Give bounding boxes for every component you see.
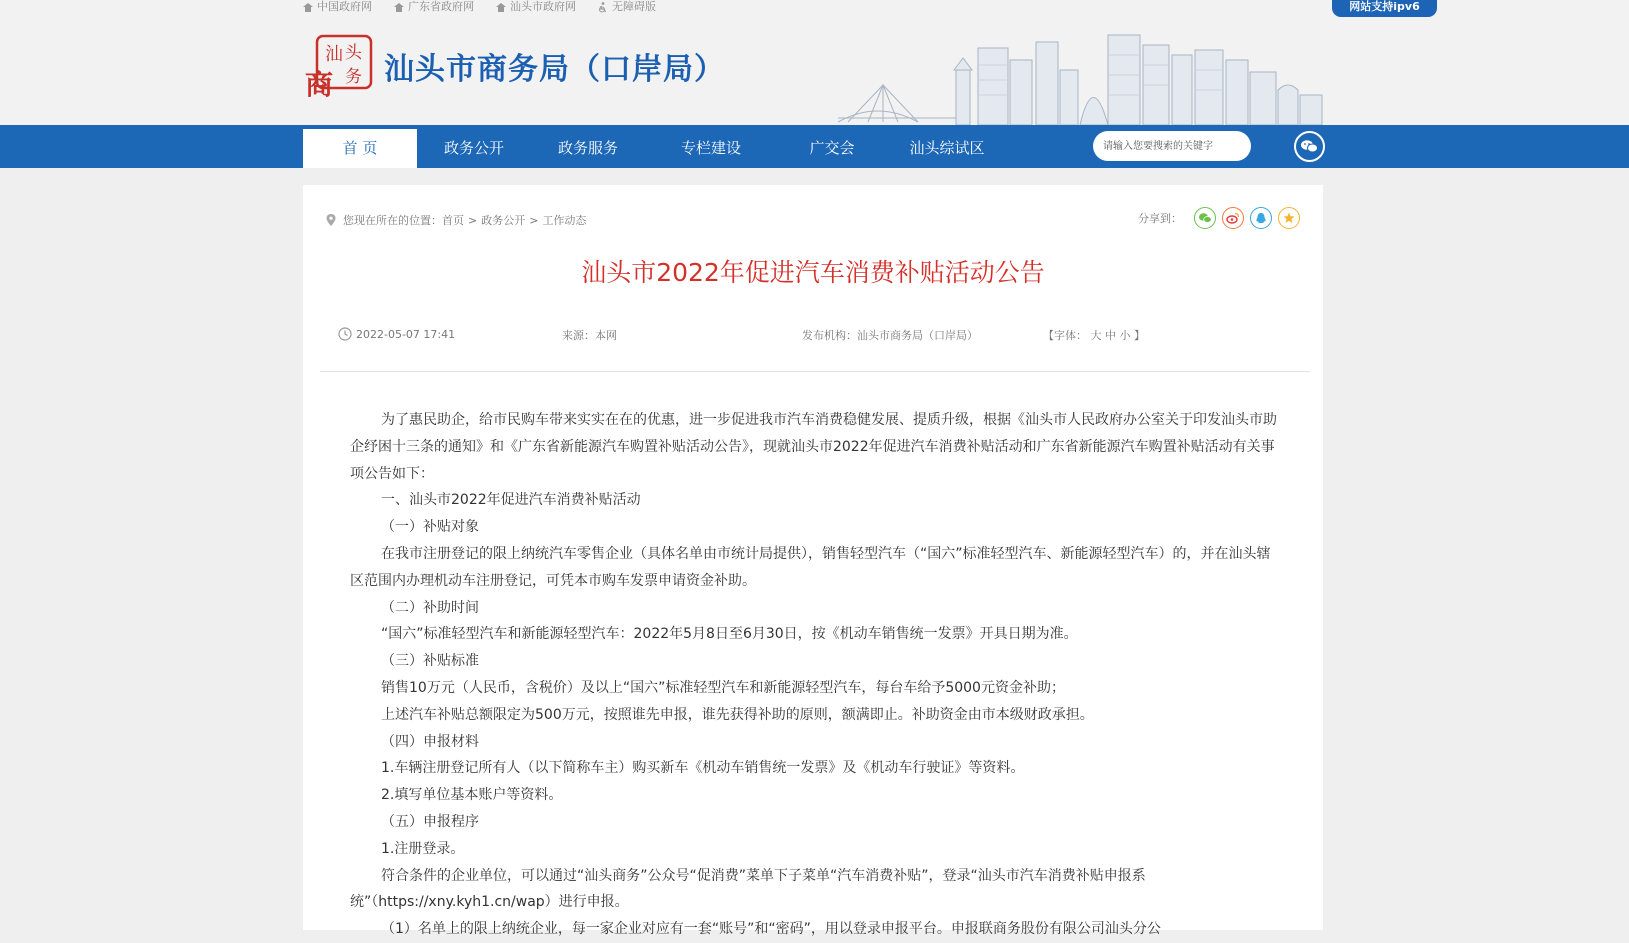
home-icon	[496, 3, 506, 12]
article-source: 来源：本网	[562, 329, 617, 342]
svg-text:头: 头	[345, 43, 362, 63]
paragraph: （五）申报程序	[381, 813, 479, 830]
article-panel	[303, 185, 1323, 938]
ipv6-badge[interactable]: 网站支持ipv6	[1332, 0, 1437, 17]
article-publisher: 发布机构：汕头市商务局（口岸局）	[802, 329, 978, 342]
paragraph: 1.车辆注册登记所有人（以下简称车主）购买新车《机动车销售统一发票》及《机动车行驶证》等资料。	[381, 760, 1025, 777]
top-link-st[interactable]: 汕头市政府网	[496, 0, 576, 14]
paragraph: 在我市注册登记的限上纳统汽车零售企业（具体名单由市统计局提供），销售轻型汽车（“国六”标准轻型汽车、新能源轻型汽车）的，并在汕头辖区范围内办理机动车注册登记，可凭本市购车发票申请资金补助。	[350, 545, 1271, 589]
search-icon[interactable]	[1250, 134, 1276, 160]
share-bar	[1138, 207, 1300, 229]
svg-text:汕: 汕	[325, 44, 343, 65]
paragraph: （1）名单上的限上纳统企业，每一家企业对应有一套“账号”和“密码”，用以登录申报平台。申报联商务股份有限公司汕头分公	[381, 921, 1161, 938]
paragraph: （二）补助时间	[381, 599, 479, 616]
paragraph: （一）补贴对象	[381, 519, 479, 536]
font-size-control[interactable]: 【字体： 大 中 小 】	[1043, 329, 1145, 342]
share-qq-icon[interactable]	[1250, 207, 1272, 229]
breadcrumb-work-news[interactable]: 工作动态	[542, 214, 587, 227]
nav-columns[interactable]: 专栏建设	[680, 139, 741, 157]
home-icon	[394, 3, 404, 12]
share-wechat-icon[interactable]	[1194, 207, 1216, 229]
breadcrumb-separator: >	[468, 213, 478, 227]
paragraph: “国六”标准轻型汽车和新能源轻型汽车：2022年5月8日至6月30日，按《机动车销售统一发票》开具日期为准。	[381, 626, 1078, 643]
paragraph: 符合条件的企业单位，可以通过“汕头商务”公众号“促消费”菜单下子菜单“汽车消费补贴”，登录“汕头市汽车消费补贴申报系统”（https://xny.kyh1.cn/wap）进行申报。	[350, 867, 1146, 911]
paragraph: 1.注册登录。	[381, 840, 465, 857]
breadcrumb-prefix: 您现在所在的位置：	[343, 214, 442, 227]
top-link-gov[interactable]: 中国政府网	[303, 0, 372, 14]
paragraph: 2.填写单位基本账户等资料。	[381, 787, 563, 804]
paragraph: 销售10万元（人民币，含税价）及以上“国六”标准轻型汽车和新能源轻型汽车，每台车给予5000元资金补助；	[381, 679, 1065, 696]
article-body	[350, 407, 1280, 943]
header	[0, 0, 1629, 125]
share-label: 分享到：	[1138, 212, 1182, 225]
accessibility-icon	[598, 2, 608, 13]
article-date: 2022-05-07 17:41	[338, 327, 455, 341]
nav-home[interactable]: 首 页	[303, 129, 417, 168]
svg-text:务: 务	[345, 67, 362, 87]
clock-icon	[338, 327, 352, 341]
paragraph: 为了惠民助企，给市民购车带来实实在在的优惠，进一步促进我市汽车消费稳健发展、提质升级，根据《汕头市人民政府办公室关于印发汕头市助企纾困十三条的通知》和《广东省新能源汽车购置补贴活动公告》，现就汕头市2022年促进汽车消费补贴活动和广东省新能源汽车购置补贴活动有关事项公告如下：	[350, 412, 1277, 482]
nav-gov-affairs[interactable]: 政务公开	[443, 139, 504, 157]
wechat-button[interactable]	[1294, 131, 1325, 162]
divider	[320, 371, 1310, 372]
paragraph: （四）申报材料	[381, 733, 479, 750]
site-title: 汕头市商务局（口岸局）	[384, 52, 725, 87]
share-favorite-star-icon[interactable]	[1278, 207, 1300, 229]
nav-gov-services[interactable]: 政务服务	[557, 139, 618, 157]
location-pin-icon	[325, 213, 337, 227]
search-box	[1093, 131, 1251, 161]
paragraph: 上述汽车补贴总额限定为500万元，按照谁先申报，谁先获得补助的原则，额满即止。补助资金由市本级财政承担。	[381, 706, 1094, 723]
breadcrumb	[325, 212, 586, 228]
top-link-gd[interactable]: 广东省政府网	[394, 0, 474, 14]
breadcrumb-home[interactable]: 首页	[442, 214, 464, 227]
bureau-logo	[303, 32, 375, 104]
svg-text:商: 商	[305, 68, 334, 101]
wechat-icon	[1296, 133, 1323, 160]
main-nav	[0, 125, 1629, 168]
share-weibo-icon[interactable]	[1222, 207, 1244, 229]
top-links	[303, 0, 656, 14]
article-title: 汕头市2022年促进汽车消费补贴活动公告	[581, 258, 1045, 287]
breadcrumb-gov-affairs[interactable]: 政务公开	[481, 214, 526, 227]
search-input[interactable]	[1103, 137, 1221, 155]
paragraph: 一、汕头市2022年促进汽车消费补贴活动	[381, 492, 641, 509]
paragraph: （三）补贴标准	[381, 653, 479, 670]
nav-shantou-zone[interactable]: 汕头综试区	[909, 139, 985, 157]
breadcrumb-separator: >	[529, 213, 539, 227]
home-icon	[303, 3, 313, 12]
nav-canton-fair[interactable]: 广交会	[809, 139, 855, 157]
top-link-accessible[interactable]: 无障碍版	[598, 0, 656, 14]
city-skyline-image	[838, 30, 1323, 125]
